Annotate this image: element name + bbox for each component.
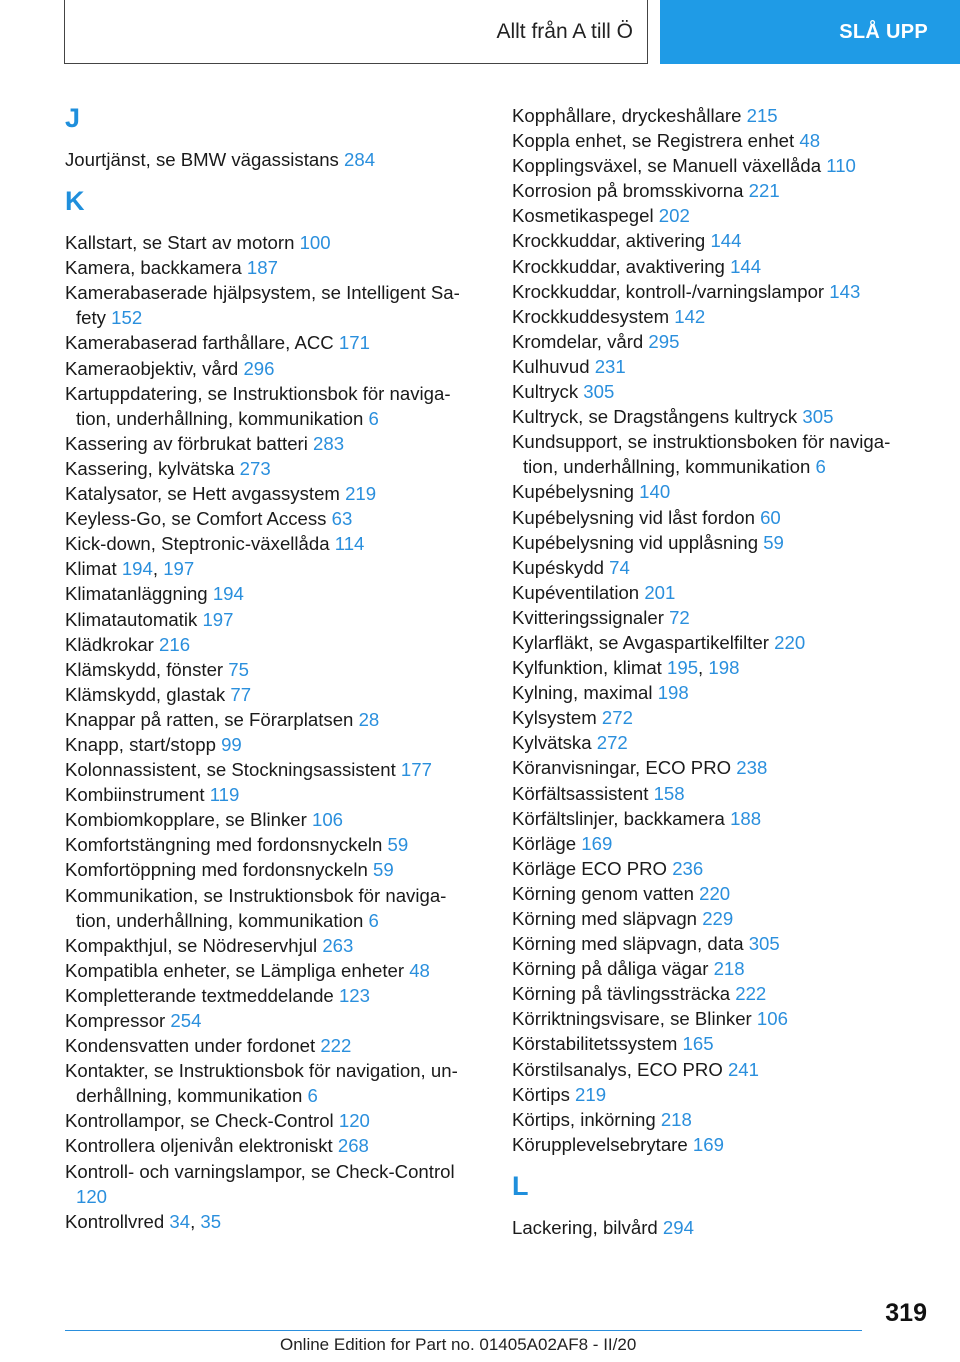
top-navigation bbox=[0, 0, 960, 66]
index-entry-text: Kontrollampor, se Check-Control bbox=[65, 1110, 334, 1132]
footer-divider bbox=[65, 1330, 862, 1331]
index-entry bbox=[65, 807, 467, 832]
page-reference-link[interactable]: 305 bbox=[583, 381, 615, 403]
index-entry-text: Körtips, inkörning bbox=[512, 1108, 656, 1130]
index-letter-heading: J bbox=[65, 103, 81, 133]
page-reference-link[interactable]: 123 bbox=[338, 984, 370, 1006]
index-entry bbox=[512, 981, 912, 1006]
page-reference-link[interactable]: 194 bbox=[212, 583, 244, 605]
page-reference-link[interactable]: 59 bbox=[373, 859, 394, 881]
index-entry bbox=[65, 230, 467, 255]
page-reference-link[interactable]: 6 bbox=[815, 456, 826, 478]
index-entry bbox=[65, 682, 467, 707]
page-number: 319 bbox=[885, 1299, 927, 1327]
index-entry-text: Kontrollera oljenivån elektroniskt bbox=[65, 1135, 333, 1157]
page-reference-link[interactable]: 48 bbox=[799, 130, 821, 152]
index-entry bbox=[512, 630, 912, 655]
index-entry-text: Keyless-Go, se Comfort Access bbox=[65, 508, 327, 530]
section-spacer bbox=[65, 133, 467, 147]
index-entry-text: Kultryck bbox=[512, 381, 579, 403]
index-entry bbox=[512, 228, 912, 253]
page-reference-link[interactable]: 263 bbox=[322, 934, 354, 956]
index-entry bbox=[512, 906, 912, 931]
index-entry bbox=[512, 755, 912, 780]
index-entry bbox=[65, 707, 467, 732]
page-reference-link[interactable]: 77 bbox=[230, 683, 252, 705]
index-entry-text: Klimatanläggning bbox=[65, 583, 208, 605]
page-reference-link[interactable]: 6 bbox=[368, 909, 379, 931]
index-entry bbox=[512, 881, 912, 906]
index-entry bbox=[512, 429, 912, 479]
index-entry-text: Kundsupport, se instruktionsboken för navigation, underhållning, kommunikation bbox=[512, 431, 891, 478]
index-entry-text: Kamera, backkamera bbox=[65, 257, 242, 279]
index-entry bbox=[65, 983, 467, 1008]
index-entry bbox=[65, 280, 467, 330]
page-reference-link[interactable]: 120 bbox=[76, 1185, 108, 1207]
page-reference-link[interactable]: 63 bbox=[331, 508, 353, 530]
index-entry-text: Kylvätska bbox=[512, 732, 592, 754]
index-entry bbox=[512, 856, 912, 881]
index-entry bbox=[65, 147, 467, 172]
index-entry-text: Körning med släpvagn, data bbox=[512, 933, 744, 955]
index-entry-text: Komfortöppning med fordonsnyckeln bbox=[65, 859, 368, 881]
page-reference-link[interactable]: 222 bbox=[320, 1035, 352, 1057]
index-entry bbox=[512, 254, 912, 279]
index-entry-text: Klimatautomatik bbox=[65, 608, 198, 630]
index-entry-text: Knappar på ratten, se Förarplatsen bbox=[65, 708, 354, 730]
index-entry-text: Körning genom vatten bbox=[512, 882, 694, 904]
index-entry-text: Jourtjänst, se BMW vägassistans bbox=[65, 149, 339, 170]
index-entry bbox=[65, 958, 467, 983]
index-entry-text: Kvitteringssignaler bbox=[512, 606, 664, 628]
page-reference-link[interactable]: 140 bbox=[639, 481, 671, 503]
index-entry bbox=[512, 1057, 912, 1082]
index-entry bbox=[65, 431, 467, 456]
page-reference-link[interactable]: 238 bbox=[736, 757, 768, 779]
page-reference-link[interactable]: 231 bbox=[594, 355, 626, 377]
page-reference-link[interactable]: 6 bbox=[368, 407, 379, 429]
page-reference-link[interactable]: 201 bbox=[644, 581, 676, 603]
index-entry-text: Körstabilitetssystem bbox=[512, 1033, 678, 1055]
index-entry bbox=[65, 757, 467, 782]
index-entry-text: Körtips bbox=[512, 1083, 570, 1105]
index-entry bbox=[512, 1031, 912, 1056]
index-entry-text: Kylarfläkt, se Avgaspartikelfilter bbox=[512, 631, 769, 653]
index-entry bbox=[512, 279, 912, 304]
index-entry bbox=[65, 1033, 467, 1058]
page-reference-link[interactable]: 296 bbox=[243, 357, 275, 379]
page-reference-link[interactable]: 272 bbox=[596, 732, 628, 754]
index-entry-text: Köranvisningar, ECO PRO bbox=[512, 757, 732, 779]
index-entry bbox=[65, 1108, 467, 1133]
index-entry bbox=[65, 581, 467, 606]
index-entry-text: Krockkuddesystem bbox=[512, 305, 670, 327]
page-reference-link[interactable]: 218 bbox=[660, 1108, 692, 1130]
page-reference-link[interactable]: 114 bbox=[334, 533, 365, 555]
index-entry-text: Kamerabaserad farthållare, ACC bbox=[65, 332, 334, 354]
index-entry-text: Klimat bbox=[65, 558, 117, 580]
index-entry-text: Körupplevelsebrytare bbox=[512, 1133, 688, 1155]
page-reference-link[interactable]: 177 bbox=[400, 759, 432, 781]
page-reference-link[interactable]: 220 bbox=[699, 882, 731, 904]
page-reference-link[interactable]: 216 bbox=[159, 633, 191, 655]
page-reference-link[interactable]: 144 bbox=[730, 255, 762, 277]
page-reference-link[interactable]: 35 bbox=[200, 1210, 222, 1232]
page-reference-link[interactable]: 34 bbox=[169, 1210, 191, 1232]
page-reference-link[interactable]: 165 bbox=[682, 1033, 714, 1055]
page-reference-link[interactable]: 100 bbox=[299, 232, 331, 254]
page-reference-link[interactable]: 169 bbox=[581, 832, 613, 854]
index-entry bbox=[512, 580, 912, 605]
index-entry bbox=[512, 1132, 912, 1157]
page-reference-link[interactable]: 195 bbox=[667, 657, 699, 679]
page-reference-link[interactable]: 72 bbox=[669, 606, 690, 628]
index-entry-text: Körning på tävlingssträcka bbox=[512, 983, 731, 1005]
page-reference-link[interactable]: 60 bbox=[760, 506, 781, 528]
index-entry bbox=[65, 255, 467, 280]
page-reference-link[interactable]: 219 bbox=[575, 1083, 607, 1105]
index-entry-text: Körning på dåliga vägar bbox=[512, 958, 709, 980]
page-reference-link[interactable]: 294 bbox=[662, 1216, 694, 1238]
section-spacer bbox=[65, 172, 467, 186]
index-entry-text: Kultryck, se Dragstångens kultryck bbox=[512, 406, 798, 428]
index-entry bbox=[512, 329, 912, 354]
page-reference-link[interactable]: 283 bbox=[313, 432, 345, 454]
page-reference-link[interactable]: 48 bbox=[409, 959, 430, 981]
page-reference-link[interactable]: 59 bbox=[763, 531, 784, 553]
index-entry-text: Katalysator, se Hett avgassystem bbox=[65, 483, 340, 505]
index-entry-text: Körläge bbox=[512, 832, 577, 854]
index-entry-text: Kylfunktion, klimat bbox=[512, 657, 662, 679]
index-entry-text: Klämskydd, glastak bbox=[65, 683, 226, 705]
index-entry bbox=[512, 404, 912, 429]
index-entry-text: Körfältslinjer, backkamera bbox=[512, 807, 725, 829]
footer-text: Online Edition for Part no. 01405A02AF8 - II/20 bbox=[280, 1335, 637, 1354]
index-entry-text: Kromdelar, vård bbox=[512, 330, 644, 352]
index-entry bbox=[512, 479, 912, 504]
page-reference-link[interactable]: 222 bbox=[735, 983, 767, 1005]
index-entry-text: Kompakthjul, se Nödreservhjul bbox=[65, 934, 318, 956]
index-entry bbox=[512, 931, 912, 956]
page-reference-link[interactable]: 6 bbox=[307, 1085, 318, 1107]
index-entry bbox=[512, 103, 912, 128]
page-reference-link[interactable]: 218 bbox=[713, 958, 745, 980]
index-entry bbox=[65, 356, 467, 381]
index-entry-text: Körfältsassistent bbox=[512, 782, 649, 804]
index-entry-text: Kameraobjektiv, vård bbox=[65, 357, 239, 379]
index-entry-text: Kompatibla enheter, se Lämpliga enheter bbox=[65, 959, 405, 981]
index-entry bbox=[512, 680, 912, 705]
index-entry bbox=[512, 304, 912, 329]
index-entry bbox=[512, 1082, 912, 1107]
page-reference-link[interactable]: 198 bbox=[657, 682, 689, 704]
index-entry-text: Kulhuvud bbox=[512, 355, 590, 377]
index-entry-text: Kupéskydd bbox=[512, 556, 604, 578]
page-reference-link[interactable]: 28 bbox=[358, 708, 380, 730]
index-tab-label: Allt från A till Ö bbox=[496, 19, 633, 43]
index-entry-text: Klämskydd, fönster bbox=[65, 658, 224, 680]
index-column-left bbox=[65, 103, 467, 1234]
page-reference-link[interactable]: 142 bbox=[674, 305, 706, 327]
index-entry-text: Klädkrokar bbox=[65, 633, 154, 655]
page-reference-link[interactable]: 110 bbox=[826, 155, 856, 177]
index-entry-text: Kontakter, se Instruktionsbok för navigation, underhållning, kommunikation bbox=[65, 1060, 458, 1107]
page-reference-link[interactable]: 187 bbox=[246, 257, 278, 279]
page-reference-link[interactable]: 119 bbox=[209, 784, 240, 806]
index-entry bbox=[512, 781, 912, 806]
index-entry-text: Komfortstängning med fordonsnyckeln bbox=[65, 834, 383, 856]
index-entry bbox=[65, 883, 467, 933]
index-entry-text: Kupébelysning vid upplåsning bbox=[512, 531, 759, 553]
index-entry-text: Kompletterande textmeddelande bbox=[65, 984, 334, 1006]
index-entry-text: Kamerabaserade hjälpsystem, se Intelligent Safety bbox=[65, 282, 460, 329]
index-entry-text: Kupébelysning vid låst fordon bbox=[512, 506, 755, 528]
index-entry bbox=[65, 1058, 467, 1108]
index-entry-text: Kick-down, Steptronic-växellåda bbox=[65, 533, 330, 555]
page-reference-link[interactable]: 202 bbox=[658, 205, 690, 227]
index-entry bbox=[512, 730, 912, 755]
index-entry-text: Körstilsanalys, ECO PRO bbox=[512, 1058, 723, 1080]
page-reference-link[interactable]: 219 bbox=[345, 483, 377, 505]
index-tab[interactable] bbox=[64, 0, 648, 64]
index-entry bbox=[512, 1215, 912, 1240]
index-entry bbox=[512, 605, 912, 630]
index-entry bbox=[512, 354, 912, 379]
index-entry bbox=[512, 128, 912, 153]
page-reference-link[interactable]: 272 bbox=[601, 707, 633, 729]
index-entry-text: Kassering av förbrukat batteri bbox=[65, 432, 308, 454]
index-entry bbox=[65, 933, 467, 958]
index-entry bbox=[65, 330, 467, 355]
section-spacer bbox=[65, 216, 467, 230]
index-entry bbox=[512, 203, 912, 228]
page-reference-link[interactable]: 144 bbox=[710, 230, 742, 252]
page-reference-link[interactable]: 236 bbox=[672, 857, 704, 879]
index-entry-text: Kartuppdatering, se Instruktionsbok för navigation, underhållning, kommunikation bbox=[65, 382, 451, 429]
index-entry-text: Krockkuddar, aktivering bbox=[512, 230, 706, 252]
page-reference-link[interactable]: 197 bbox=[163, 558, 195, 580]
page-reference-link[interactable]: 152 bbox=[111, 307, 143, 329]
index-entry bbox=[512, 530, 912, 555]
index-entry-text: Kontroll- och varningslampor, se Check-Control bbox=[65, 1160, 455, 1182]
index-entry-text: Kupéventilation bbox=[512, 581, 640, 603]
index-entry bbox=[512, 1107, 912, 1132]
index-entry-text: Kylsystem bbox=[512, 707, 597, 729]
section-spacer bbox=[512, 1157, 912, 1171]
index-entry bbox=[65, 657, 467, 682]
page-reference-link[interactable]: 241 bbox=[727, 1058, 759, 1080]
index-entry-text: Kommunikation, se Instruktionsbok för navigation, underhållning, kommunikation bbox=[65, 884, 447, 931]
page-reference-link[interactable]: 268 bbox=[337, 1135, 369, 1157]
page-reference-link[interactable]: 171 bbox=[338, 332, 370, 354]
index-entry-text: Kolonnassistent, se Stockningsassistent bbox=[65, 759, 396, 781]
page-reference-link[interactable]: 221 bbox=[748, 180, 780, 202]
index-entry bbox=[512, 956, 912, 981]
index-entry-text: Kontrollvred bbox=[65, 1210, 165, 1232]
index-entry-text: Kylning, maximal bbox=[512, 682, 653, 704]
page-reference-link[interactable]: 305 bbox=[748, 933, 780, 955]
index-entry bbox=[65, 1008, 467, 1033]
lookup-button[interactable] bbox=[660, 0, 960, 64]
index-entry-text: Krockkuddar, kontroll-/varningslampor bbox=[512, 280, 825, 302]
index-entry: Klimat 194, 197 bbox=[65, 558, 195, 580]
page-reference-link[interactable]: 197 bbox=[202, 608, 234, 630]
index-entry bbox=[65, 732, 467, 757]
index-entry bbox=[512, 379, 912, 404]
index-entry bbox=[65, 632, 467, 657]
page-reference-link[interactable]: 229 bbox=[702, 908, 734, 929]
page-reference-link[interactable]: 220 bbox=[774, 631, 806, 653]
page-reference-link[interactable]: 295 bbox=[648, 330, 680, 352]
page-reference-link[interactable]: 198 bbox=[708, 657, 740, 679]
index-column-right bbox=[512, 103, 912, 1240]
page-reference-link[interactable]: 169 bbox=[692, 1133, 724, 1155]
page-reference-link[interactable]: 305 bbox=[802, 406, 834, 428]
index-entry bbox=[512, 1006, 912, 1031]
index-entry-text: Lackering, bilvård bbox=[512, 1216, 658, 1238]
index-entry bbox=[512, 153, 912, 178]
page-reference-link[interactable]: 158 bbox=[653, 782, 685, 804]
page-reference-link[interactable]: 188 bbox=[730, 807, 762, 829]
section-spacer bbox=[512, 1201, 912, 1215]
index-entry-text: Kopplingsväxel, se Manuell växellåda bbox=[512, 155, 822, 177]
index-entry bbox=[512, 178, 912, 203]
index-entry-text: Kallstart, se Start av motorn bbox=[65, 232, 295, 254]
index-entry-text: Kombiomkopplare, se Blinker bbox=[65, 809, 307, 831]
index-letter-heading: L bbox=[512, 1170, 529, 1201]
index-entry: Kylfunktion, klimat 195, 198 bbox=[512, 657, 740, 679]
index-entry-text: Kombiinstrument bbox=[65, 784, 205, 806]
page-reference-link[interactable]: 254 bbox=[170, 1010, 202, 1031]
page-reference-link[interactable]: 273 bbox=[239, 457, 271, 479]
page-reference-link[interactable]: 120 bbox=[338, 1110, 370, 1132]
index-letter-heading: K bbox=[65, 186, 85, 217]
index-entry-text: Kondensvatten under fordonet bbox=[65, 1035, 316, 1057]
index-entry-text: Körning med släpvagn bbox=[512, 908, 698, 929]
index-entry bbox=[65, 782, 467, 807]
page-reference-link[interactable]: 74 bbox=[609, 556, 630, 578]
index-entry-text: Knapp, start/stopp bbox=[65, 733, 216, 755]
index-entry bbox=[65, 481, 467, 506]
index-entry-text: Koppla enhet, se Registrera enhet bbox=[512, 130, 795, 152]
index-entry bbox=[65, 857, 467, 882]
index-entry bbox=[512, 505, 912, 530]
index-entry-text: Krockkuddar, avaktivering bbox=[512, 255, 725, 277]
index-entry bbox=[512, 555, 912, 580]
index-entry bbox=[65, 531, 467, 556]
index-entry-text: Kupébelysning bbox=[512, 481, 634, 503]
page-reference-link[interactable]: 143 bbox=[829, 280, 861, 302]
index-entry-text: Korrosion på bromsskivorna bbox=[512, 180, 744, 202]
index-entry-text: Kosmetikaspegel bbox=[512, 205, 654, 227]
index-entry-text: Kopphållare, dryckeshållare bbox=[512, 105, 742, 126]
index-entry bbox=[65, 506, 467, 531]
page-reference-link[interactable]: 59 bbox=[387, 834, 409, 856]
index-entry bbox=[65, 1159, 467, 1209]
index-entry-text: Kompressor bbox=[65, 1010, 166, 1031]
page-reference-link[interactable]: 75 bbox=[228, 658, 249, 680]
index-entry bbox=[65, 607, 467, 632]
lookup-button-label: SLÅ UPP bbox=[839, 20, 928, 43]
index-entry bbox=[512, 831, 912, 856]
index-entry bbox=[65, 381, 467, 431]
index-entry-text: Körläge ECO PRO bbox=[512, 857, 668, 879]
index-entry bbox=[65, 832, 467, 857]
index-entry-text: Körriktningsvisare, se Blinker bbox=[512, 1008, 752, 1030]
page-reference-link[interactable]: 194 bbox=[121, 558, 153, 580]
index-entry bbox=[65, 1133, 467, 1158]
page-reference-link[interactable]: 106 bbox=[312, 809, 344, 831]
index-entry bbox=[512, 705, 912, 730]
index-entry: Kontrollvred 34, 35 bbox=[65, 1210, 222, 1232]
page-reference-link[interactable]: 106 bbox=[756, 1008, 788, 1030]
index-entry bbox=[512, 806, 912, 831]
page-reference-link[interactable]: 99 bbox=[221, 733, 242, 755]
index-entry-text: Kassering, kylvätska bbox=[65, 457, 235, 479]
index-entry bbox=[65, 456, 467, 481]
page-reference-link[interactable]: 215 bbox=[746, 105, 778, 126]
page-reference-link[interactable]: 284 bbox=[344, 149, 376, 170]
